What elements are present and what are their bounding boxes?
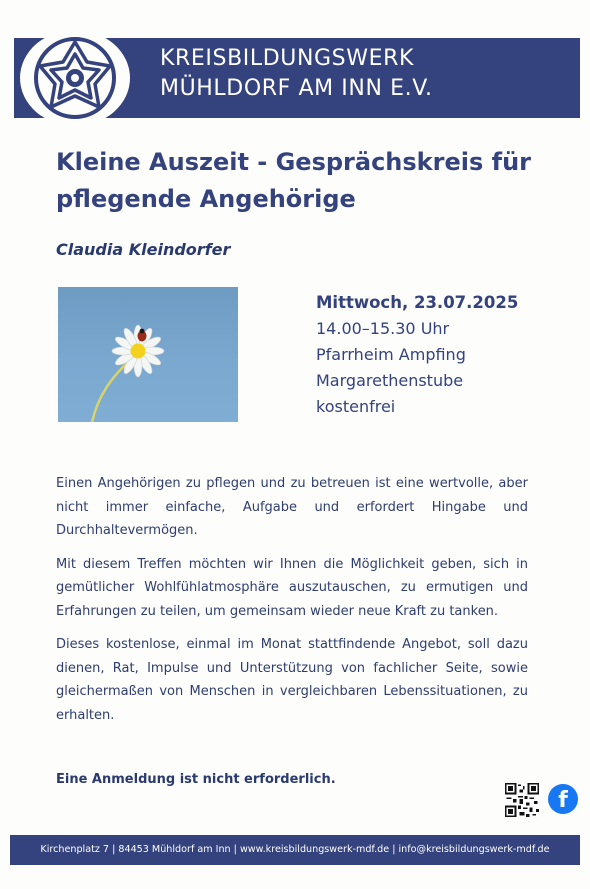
- event-time: 14.00–15.30 Uhr: [316, 319, 450, 338]
- event-price: kostenfrei: [316, 397, 396, 416]
- footer-contact: Kirchenplatz 7 | 84453 Mühldorf am Inn | www.kreisbildungswerk-mdf.de | info@kreisbildungswerk-mdf.de: [40, 844, 550, 855]
- event-details: [316, 290, 518, 420]
- daisy-ladybug-photo: [58, 287, 238, 422]
- event-location-2: Margarethenstube: [316, 371, 464, 390]
- event-date: Mittwoch, 23.07.2025: [316, 293, 519, 312]
- description: [56, 472, 528, 737]
- description-paragraph-2: Mit diesem Treffen möchten wir Ihnen die Möglichkeit geben, sich in gemütlicher Wohlfühlatmosphäre auszutauschen, zu ermutigen und Erfahrungen zu teilen, um gemeinsam wieder neue Kraft zu tanken.: [56, 556, 528, 619]
- mandala-logo-icon: [29, 32, 121, 124]
- facebook-icon[interactable]: f: [548, 784, 578, 814]
- event-author: Claudia Kleindorfer: [56, 240, 231, 259]
- event-title-line-2: pflegende Angehörige: [56, 185, 356, 213]
- logo: [20, 30, 130, 126]
- footer-bar: [10, 835, 580, 865]
- event-title-line-1: Kleine Auszeit - Gesprächskreis für: [56, 148, 531, 176]
- brand-line-1: KREISBILDUNGSWERK: [160, 46, 414, 71]
- event-title: [56, 144, 536, 218]
- event-location-1: Pfarrheim Ampfing: [316, 345, 466, 364]
- registration-notice: Eine Anmeldung ist nicht erforderlich.: [56, 772, 336, 787]
- description-paragraph-1: Einen Angehörigen zu pflegen und zu betreuen ist eine wertvolle, aber nicht immer einfache, Aufgabe und erfordert Hingabe und Durchhaltevermögen.: [56, 476, 528, 538]
- brand-name: [160, 44, 433, 104]
- description-paragraph-3: Dieses kostenlose, einmal im Monat stattfindende Angebot, soll dazu dienen, Rat, Impulse und Unterstützung von fachlicher Seite, sowie gleichermaßen von Menschen in vergleichbaren Lebenssituationen, zu erhalten.: [56, 637, 528, 723]
- qr-code-icon[interactable]: [505, 783, 539, 817]
- brand-line-2: MÜHLDORF AM INN E.V.: [160, 76, 433, 101]
